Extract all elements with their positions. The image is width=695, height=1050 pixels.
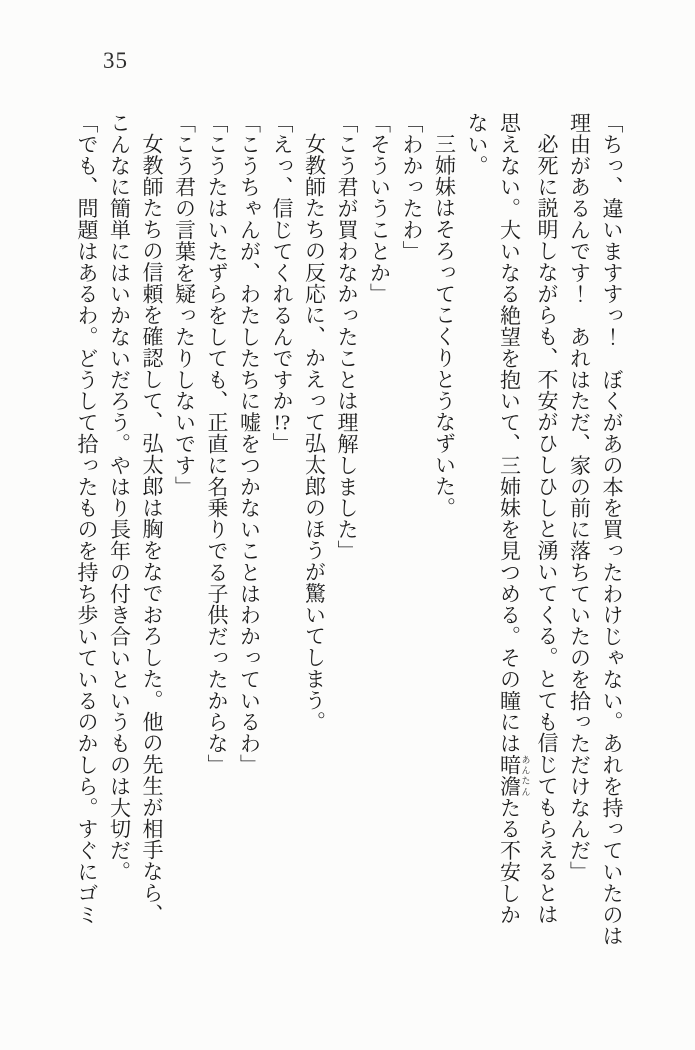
text-segment: 「こう君の言葉を疑ったりしないです」 bbox=[172, 112, 197, 498]
text-line bbox=[266, 112, 299, 1042]
text-segment: 「そういうことか」 bbox=[367, 112, 392, 305]
text-line bbox=[103, 112, 136, 1042]
text-segment: 理由があるんです！ あれはただ、家の前に落ちていたのを拾っただけなんだ」 bbox=[567, 112, 592, 883]
text-segment: こんなに簡単にはいかないだろう。やはり長年の付き合いというものは大切だ。 bbox=[107, 112, 132, 883]
text-line bbox=[596, 112, 629, 1042]
text-line bbox=[363, 112, 396, 1042]
text-segment: 「こうちゃんが、わたしたちに嘘をつかないことはわかっているわ」 bbox=[237, 112, 262, 776]
text-line bbox=[563, 112, 596, 1042]
text-line bbox=[493, 112, 531, 1042]
text-line bbox=[233, 112, 266, 1042]
text-line bbox=[396, 112, 429, 1042]
text-segment: 「でも、問題はあるわ。どうして拾ったものを持ち歩いているのかしら。すぐにゴミ bbox=[75, 112, 99, 926]
text-segment: 女教師たちの信頼を確認して、弘太郎は胸をなでおろした。他の先生が相手なら、 bbox=[140, 133, 164, 925]
text-segment: 三姉妹はそろってこくりとうなずいた。 bbox=[432, 133, 457, 519]
ruby-annotation: 暗澹 あんたん bbox=[497, 754, 531, 797]
text-segment: 思えない。大いなる絶望を抱いて、三姉妹を見つめる。その瞳には bbox=[497, 112, 522, 754]
text-line bbox=[201, 112, 234, 1042]
text-segment: 「わかったわ」 bbox=[400, 112, 424, 262]
text-line bbox=[136, 112, 169, 1042]
text-segment: 「こう君が買わなかったことは理解しました」 bbox=[335, 112, 359, 562]
text-line bbox=[298, 112, 331, 1042]
text-segment: ない。 bbox=[465, 112, 489, 177]
text-segment: 「こうたはいたずらをしても、正直に名乗りでる子供だったからな」 bbox=[205, 112, 229, 776]
text-line bbox=[428, 112, 461, 1042]
text-segment: 必死に説明しながらも、不安がひしひしと湧いてくる。とても信じてもらえるとは bbox=[535, 133, 559, 925]
text-line bbox=[331, 112, 364, 1042]
vertical-text-block bbox=[71, 112, 629, 1042]
text-segment: 「えっ、信じてくれるんですか bbox=[270, 112, 294, 412]
text-line bbox=[168, 112, 201, 1042]
page-number: 35 bbox=[103, 48, 128, 73]
text-segment: 女教師たちの反応に、かえって弘太郎のほうが驚いてしまう。 bbox=[302, 133, 327, 733]
text-line bbox=[71, 112, 104, 1042]
text-segment: 」 bbox=[270, 432, 294, 455]
text-segment: 「ちっ、違いますすっ！ ぼくがあの本を買ったわけじゃない。あれを持っていたのは bbox=[600, 112, 624, 947]
tate-chu-yoko: !? bbox=[273, 411, 291, 433]
text-line bbox=[531, 112, 564, 1042]
text-line bbox=[461, 112, 494, 1042]
text-segment: たる不安しか bbox=[497, 796, 522, 926]
